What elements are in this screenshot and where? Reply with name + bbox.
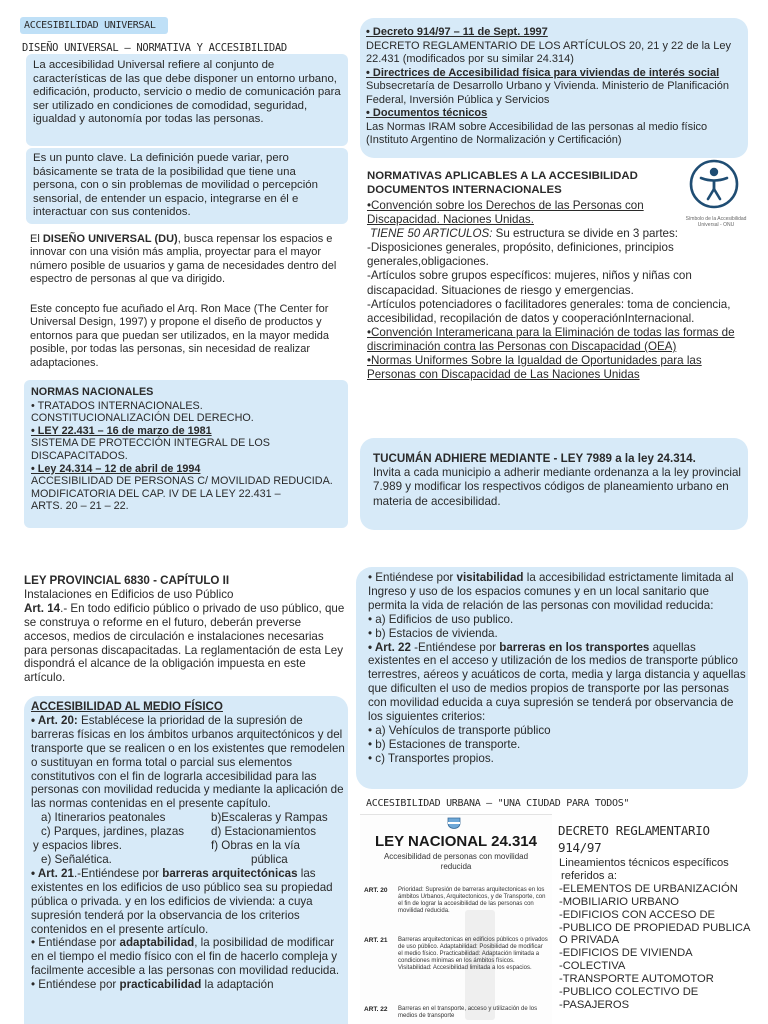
intro-paragraph: La accesibilidad Universal refiere al conjunto de características de las que debe disponer un entorno urbano, edificación, producto, servicio o medio de comunicación para ser utilizado en condiciones de comodidad, seguridad, igualdad y autonomía por todas las personas. [33, 59, 341, 126]
parte-2: -Artículos sobre grupos específicos: mujeres, niños y niñas con discapacidad. Situaciones de riesgo y emergencias. [367, 269, 692, 297]
decretos-content [366, 26, 746, 148]
transport-item-c: • c) Transportes propios. [368, 751, 494, 765]
ley-row-art-21 [364, 937, 550, 972]
normas-line-6: ACCESIBILIDAD DE PERSONAS C/ MOVILIDAD REDUCIDA. MODIFICATORIA DEL CAP. IV DE LA LEY 22.431 – [31, 475, 333, 500]
item-c: c) Parques, jardines, plazas [41, 825, 185, 839]
row-art-21-label: ART. 21 [364, 937, 388, 944]
decreto-item-6: -EDIFICIOS DE VIVIENDA [559, 947, 693, 960]
decreto-lead-2: referidos a: [561, 869, 617, 882]
ley-nacional-title: LEY NACIONAL 24.314 [374, 833, 537, 850]
art-20-text: Establécese la prioridad de la supresión de barreras físicas en los ámbitos urbanos arquitectónicos y del transporte que se realicen o en los existentes que remodelen o sustituyan en forma total o parcial sus elementos constitutivos con el fin de lograrla accesibilidad para las personas con movilidad reducida y mediante la aplicación de las normas contenidas en el presente capítulo. [31, 713, 345, 811]
art-14-label: Art. 14 [24, 601, 61, 615]
row-art-20-label: ART. 20 [364, 887, 388, 894]
section-tag-accesibilidad-universal [20, 17, 168, 34]
decreto-title [558, 822, 748, 856]
tucuman-title: TUCUMÁN ADHIERE MEDIANTE - LEY 7989 a la ley 24.314. [373, 452, 696, 465]
art-22-bold: barreras en los transportes [499, 640, 650, 654]
medio-fisico-content [31, 700, 345, 992]
decreto-title-2: 914/97 [558, 840, 602, 855]
tiene-50-rest: Su estructura se divide en 3 partes: [492, 227, 679, 241]
normativas-heading [367, 169, 687, 197]
practicabilidad [31, 978, 345, 992]
ley-nacional-card [360, 814, 552, 1024]
argentina-shield-icon [446, 817, 462, 829]
transport-item-b: • b) Estaciones de transporte. [368, 737, 521, 751]
normas-ley-22431: • LEY 22.431 – 16 de marzo de 1981 [31, 424, 212, 437]
item-b: b)Escaleras y Rampas [211, 811, 328, 825]
art-20-label: • Art. 20: [31, 713, 78, 727]
row-art-22-label: ART. 22 [364, 1006, 388, 1013]
symbol-caption: Símbolo de la Accesibilidad Universal - ONU [685, 216, 747, 228]
du-pre: El [30, 233, 43, 245]
parte-1: -Disposiciones generales, propósito, definiciones, principios generales,obligaciones. [367, 241, 674, 269]
decreto-item-5: O PRIVADA [559, 934, 620, 947]
art-21-text: las existentes en los edificios de uso público sea su propiedad pública o privada. y en los edificios de vivienda: a cuya supresión tenderá por la observancia de los criterios contenidos en el presente artículo. [31, 866, 333, 936]
visit-pre: • Entiéndese por [368, 571, 457, 584]
art-21-label: • Art. 21 [31, 866, 74, 880]
section-subtitle: DISEÑO UNIVERSAL – NORMATIVA Y ACCESIBILIDAD [22, 42, 287, 54]
item-f: f) Obras en la vía [211, 839, 300, 853]
art-21-bold: barreras arquitectónicas [162, 866, 298, 880]
decreto-91497-heading: • Decreto 914/97 – 11 de Sept. 1997 [366, 26, 548, 38]
item-d: d) Estacionamientos [211, 825, 317, 839]
decreto-lead-1: Lineamientos técnicos específicos [559, 857, 729, 869]
decreto-item-7: -COLECTIVA [559, 960, 626, 973]
decreto-item-10: -PASAJEROS [559, 998, 630, 1011]
ley-6830-subtitle: Instalaciones en Edificios de uso Público [24, 587, 234, 601]
decreto-item-2: -MOBILIARIO URBANO [559, 895, 679, 908]
transport-item-a: • a) Vehículos de transporte público [368, 723, 551, 737]
decreto-title-1: DECRETO REGLAMENTARIO [558, 823, 710, 838]
normativas-heading-2: DOCUMENTOS INTERNACIONALES [367, 184, 562, 196]
item-e: e) Señalética. [41, 852, 112, 866]
normas-line-4: SISTEMA DE PROTECCIÓN INTEGRAL DE LOS DISCAPACITADOS. [31, 437, 270, 462]
art-22 [368, 641, 746, 724]
visit-item-a: • a) Edificios de uso publico. [368, 612, 514, 626]
ley-nacional-subtitle: Accesibilidad de personas con movilidad reducida [383, 852, 529, 871]
pract-text: la adaptación [201, 978, 274, 992]
ley-row-art-20 [364, 887, 550, 915]
visitabilidad-content [368, 571, 746, 766]
art-14-text: .- En todo edificio público o privado de uso público, que se construya o reforme en el futuro, deberán preverse accesos, medios de circulación e instalaciones necesarias para personas discapacitadas. La reglamentación de esta Ley dispondrá el alcance de la obligación impuesta en este artículo. [24, 601, 345, 685]
directrices-desc: Subsecretaría de Desarrollo Urbano y Vivienda. Ministerio de Planificación Federal, Inversión Pública y Servicios [366, 80, 729, 106]
row-art-20-text: Prioridad: Supresión de barreras arquitectonicas en los ámbitos Urbanos, Arquitectonicos, y de Transporte, con el fin de lograr la accesibilidad de las personas con movilidad reducida. [398, 887, 546, 914]
normas-uniformes-onu: •Normas Uniformes Sobre la Igualdad de Oportunidades para las Personas con Discapacidad de Las Naciones Unidas [367, 354, 702, 382]
art-20-list-row-2 [31, 825, 345, 839]
art-21-mid: .-Entiéndese por [73, 866, 163, 880]
key-point-paragraph: Es un punto clave. La definición puede variar, pero básicamente se trata de la posibilidad que tiene una persona, con o sin problemas de movilidad o percepción sensorial, de entender un espacio, integrarse en él e interactuar con sus contenidos. [33, 152, 318, 219]
du-paragraph [30, 233, 342, 287]
normas-line-1: • TRATADOS INTERNACIONALES. [31, 399, 203, 412]
ley-6830-content [24, 574, 348, 685]
art-20-list-row-4 [31, 853, 345, 867]
art-22-text: aquellas existentes en el acceso y utilización de los medios de transporte público terrestres, aéreos y acuáticos de corta, media y larga distancia y aquellas que dificulten el uso de medios propios de transporte por las personas con movilidad educida a cuya supresión se tenderá por observancia de los siguientes criterios: [368, 640, 746, 724]
decreto-item-1: -ELEMENTOS DE URBANIZACIÓN [559, 882, 738, 895]
row-art-22-text: Barreras en el transporte, acceso y utilización de los medios de transporte [398, 1006, 538, 1019]
adap-bold: adaptabilidad [119, 936, 195, 950]
art-20-list-row-1 [31, 811, 345, 825]
item-c-cont: y espacios libres. [33, 839, 122, 853]
visit-text: la accesibilidad estrictamente limitada al Ingreso y uso de los espacios comunes y en un local sanitario que permita la vida de relación de las personas con movilidad reducida: [368, 571, 734, 612]
decreto-item-3: -EDIFICIOS CON ACCESO DE [559, 908, 716, 921]
decreto-item-4: -PUBLICO DE PROPIEDAD PUBLICA [559, 921, 751, 934]
visit-item-b: • b) Estacios de vivienda. [368, 626, 498, 640]
item-f-cont: pública [251, 852, 288, 866]
parte-3: -Artículos potenciadores o facilitadores generales: toma de conciencia, accesibilidad, recopilación de datos y cooperaciónInternacional. [367, 297, 731, 325]
du-post: , busca repensar los espacios e innovar con una visión más amplia, proyectar para el mayor número posible de usuarios y gama de necesidades dentro del espectro de personas al que va dirigido. [30, 233, 337, 286]
item-a: a) Itinerarios peatonales [41, 811, 166, 825]
visitabilidad [368, 571, 746, 613]
pract-pre: • Entiéndese por [31, 978, 120, 992]
directrices-heading: • Directrices de Accesibilidad física para viviendas de interés social [366, 66, 720, 79]
du-bold: DISEÑO UNIVERSAL (DU) [42, 233, 178, 245]
decreto-91497-desc: DECRETO REGLAMENTARIO DE LOS ARTÍCULOS 20, 21 y 22 de la Ley 22.431 (modificados por su similar 24.314) [366, 39, 731, 65]
art-22-mid: -Entiéndese por [410, 640, 500, 654]
tucuman-body: Invita a cada municipio a adherir mediante ordenanza a la ley provincial 7.989 y modificar los respectivos códigos de planeamiento urbano en materia de accesibilidad. [373, 466, 741, 508]
convencion-onu: •Convención sobre los Derechos de las Personas con Discapacidad. Naciones Unidas. [367, 199, 644, 227]
normativas-content [367, 199, 749, 382]
art-20-list-row-3 [31, 839, 345, 853]
decreto-list [559, 857, 759, 1012]
tag-text: ACCESIBILIDAD UNIVERSAL [24, 20, 156, 31]
pract-bold: practicabilidad [119, 978, 202, 992]
medio-fisico-title: ACCESIBILIDAD AL MEDIO FÍSICO [31, 700, 223, 713]
art-14 [24, 602, 348, 685]
tiene-50-articulos [367, 227, 749, 241]
visit-bold: visitabilidad [456, 571, 524, 584]
documentos-tecnicos-heading: • Documentos técnicos [366, 107, 488, 119]
decreto-item-8: -TRANSPORTE AUTOMOTOR [559, 973, 714, 986]
normas-title: NORMAS NACIONALES [31, 386, 154, 398]
tucuman-content [373, 452, 741, 509]
adap-pre: • Entiéndase por [31, 936, 120, 950]
documentos-tecnicos-desc: Las Normas IRAM sobre Accesibilidad de las personas al medio físico (Instituto Argentino de Normalización y Certificación) [366, 120, 708, 146]
normativas-heading-1: NORMATIVAS APLICABLES A LA ACCESIBILIDAD [367, 170, 638, 182]
art-22-label: • Art. 22 [368, 640, 411, 654]
normas-line-7: ARTS. 20 – 21 – 22. [31, 500, 129, 513]
accesibilidad-urbana-title: ACCESIBILIDAD URBANA – "UNA CIUDAD PARA TODOS" [366, 798, 630, 809]
ley-row-art-22 [364, 1006, 550, 1020]
art-20 [31, 714, 345, 811]
normas-line-2: CONSTITUCIONALIZACIÓN DEL DERECHO. [31, 412, 254, 425]
tiene-50-italic: TIENE 50 ARTICULOS: [370, 227, 493, 241]
normas-nacionales-content [31, 386, 345, 513]
row-art-21-text: Barreras arquitectonicas en edificios públicos o privados de uso público. Adaptabilidad: Posibilidad de modificar el medio físico. Practicabilidad: Adaptación limitada a condiciones mínimas en los ámbitos físicos. Visitabilidad: Accesibilidad limitada a los espacios. [398, 937, 548, 971]
decreto-item-9: -PUBLICO COLECTIVO DE [559, 986, 699, 999]
convencion-oea: •Convención Interamericana para la Eliminación de todas las formas de discriminación contra las Personas con Discapacidad (OEA) [367, 325, 735, 353]
normas-ley-24314: • Ley 24.314 – 12 de abril de 1994 [31, 462, 201, 475]
adap-text: , la posibilidad de modificar en el tiempo el medio físico con el fin de hacerlo compleja y facilmente accesible a las personas con movilidad reducida. [31, 936, 340, 978]
art-21 [31, 867, 345, 937]
adaptabilidad [31, 936, 345, 978]
ron-mace-paragraph: Este concepto fue acuñado el Arq. Ron Mace (The Center for Universal Design, 1997) y propone el diseño de productos y entornos para que puedan ser utilizados, en la mayor medida posible, por todas las personas, sin necesidad de realizar adaptaciones. [30, 303, 330, 369]
ley-6830-title: LEY PROVINCIAL 6830 - CAPÍTULO II [24, 574, 230, 587]
